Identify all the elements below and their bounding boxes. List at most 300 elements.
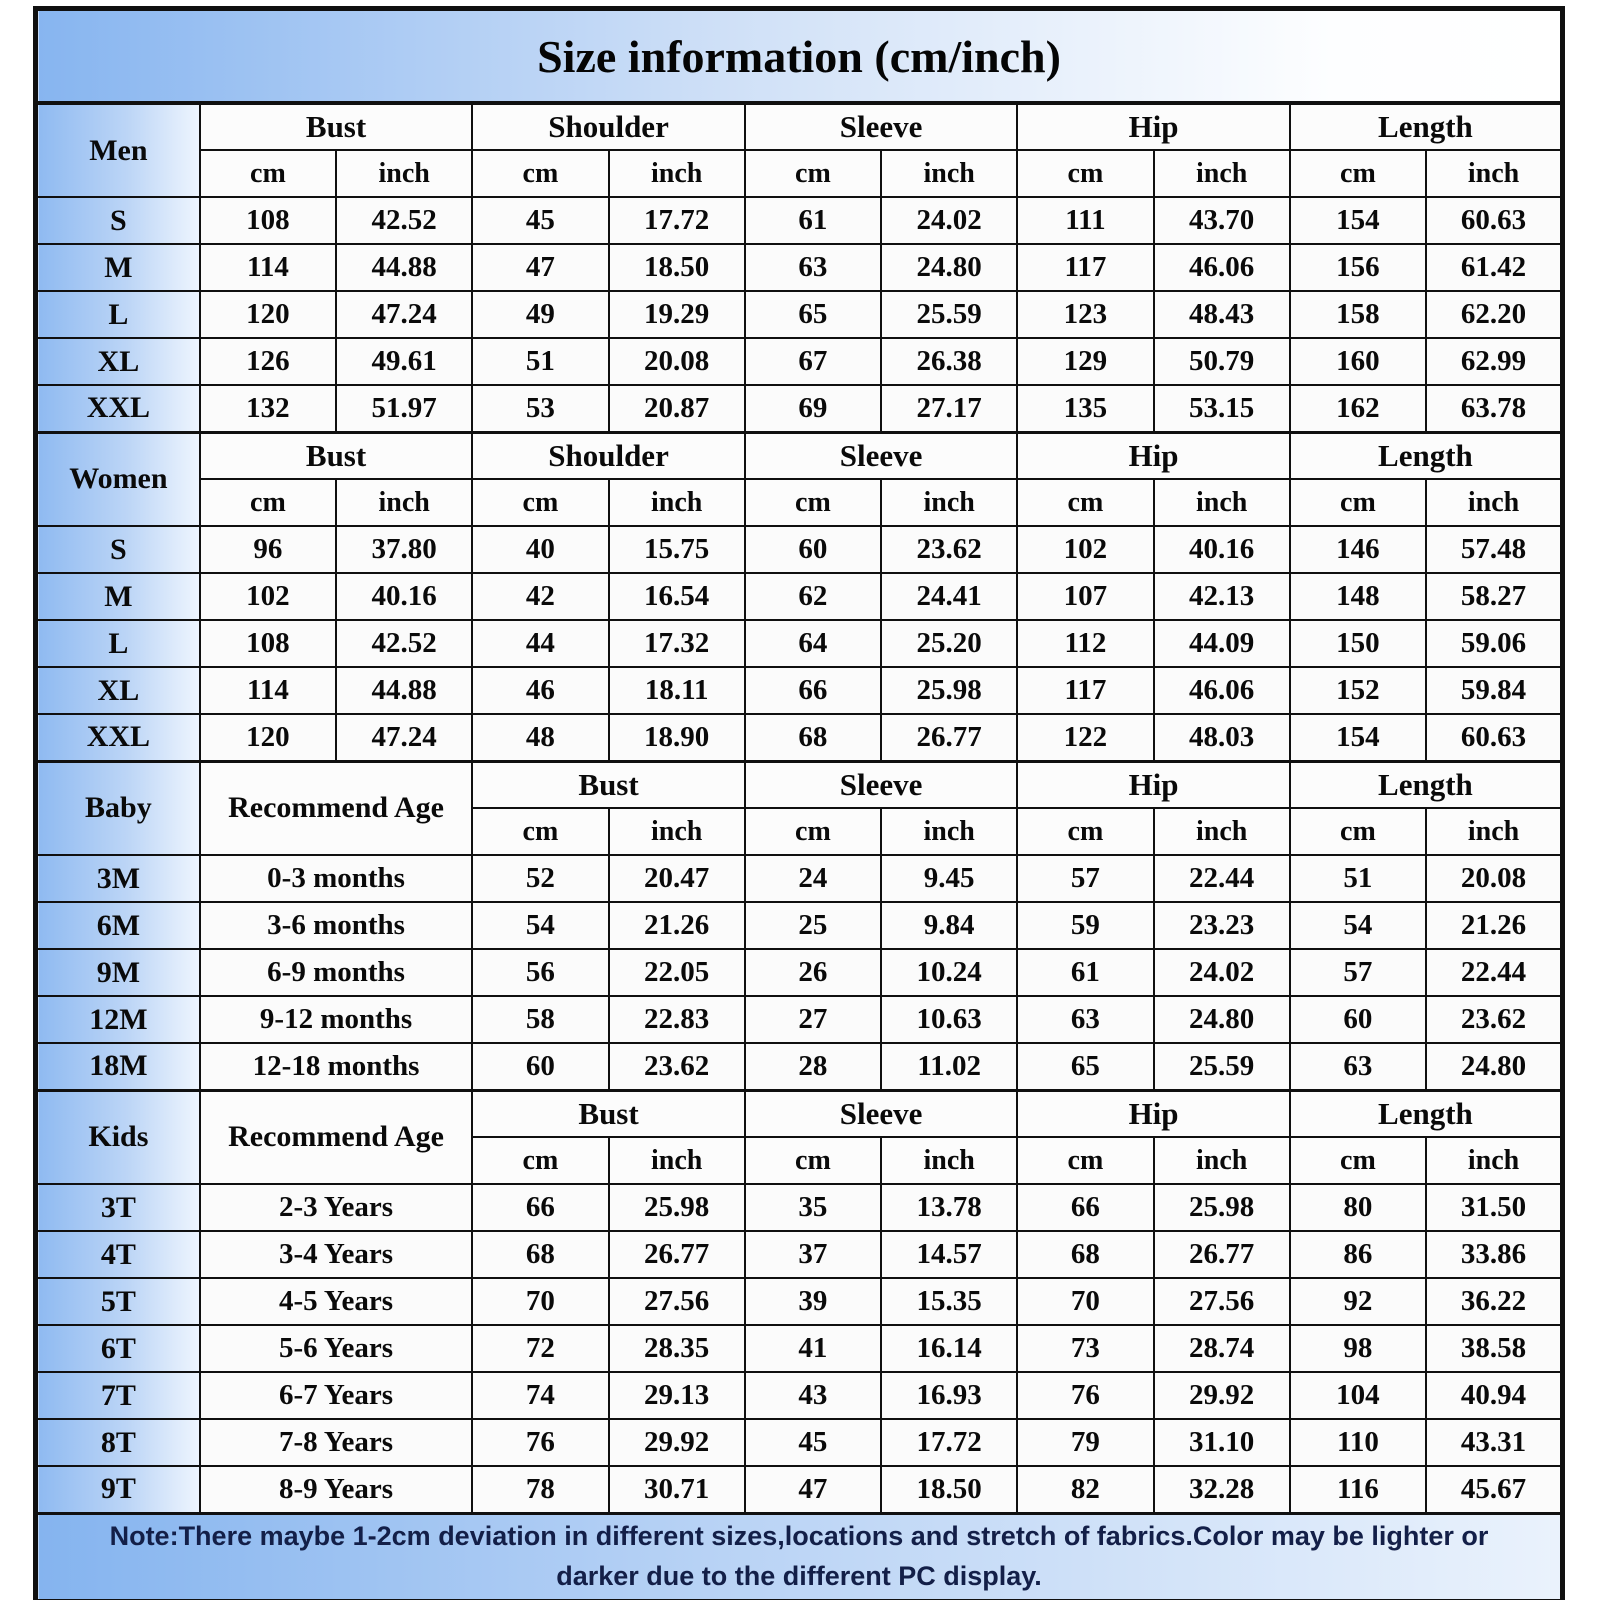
measure-group-header: Sleeve <box>745 432 1018 479</box>
value-cell: 122 <box>1017 714 1153 761</box>
value-cell: 25.20 <box>881 620 1017 667</box>
measure-group-header: Hip <box>1017 1090 1290 1137</box>
value-cell: 132 <box>200 385 336 432</box>
unit-inch-header: inch <box>336 150 472 197</box>
value-cell: 22.44 <box>1426 949 1562 996</box>
value-cell: 65 <box>745 291 881 338</box>
unit-inch-header: inch <box>609 808 745 855</box>
size-data-row <box>36 1184 1563 1231</box>
size-cell: 3M <box>36 855 200 902</box>
value-cell: 20.08 <box>609 338 745 385</box>
recommend-age-header: Recommend Age <box>200 1090 473 1184</box>
size-data-row <box>36 291 1563 338</box>
value-cell: 9.84 <box>881 902 1017 949</box>
value-cell: 73 <box>1017 1325 1153 1372</box>
group-header-row <box>36 103 1563 150</box>
unit-cm-header: cm <box>472 150 608 197</box>
value-cell: 72 <box>472 1325 608 1372</box>
value-cell: 120 <box>200 714 336 761</box>
value-cell: 52 <box>472 855 608 902</box>
value-cell: 49 <box>472 291 608 338</box>
value-cell: 59 <box>1017 902 1153 949</box>
value-cell: 20.08 <box>1426 855 1562 902</box>
unit-cm-header: cm <box>745 479 881 526</box>
age-cell: 6-7 Years <box>200 1372 473 1419</box>
size-data-row <box>36 667 1563 714</box>
size-data-row <box>36 1231 1563 1278</box>
value-cell: 30.71 <box>609 1466 745 1513</box>
value-cell: 108 <box>200 197 336 244</box>
unit-inch-header: inch <box>881 1137 1017 1184</box>
unit-cm-header: cm <box>1290 479 1426 526</box>
value-cell: 60 <box>472 1043 608 1090</box>
size-data-row <box>36 338 1563 385</box>
size-data-row <box>36 996 1563 1043</box>
size-cell: 3T <box>36 1184 200 1231</box>
value-cell: 28 <box>745 1043 881 1090</box>
value-cell: 25.98 <box>609 1184 745 1231</box>
value-cell: 23.62 <box>609 1043 745 1090</box>
value-cell: 44.88 <box>336 244 472 291</box>
value-cell: 28.35 <box>609 1325 745 1372</box>
size-data-row <box>36 902 1563 949</box>
value-cell: 74 <box>472 1372 608 1419</box>
age-cell: 3-6 months <box>200 902 473 949</box>
value-cell: 54 <box>472 902 608 949</box>
value-cell: 50.79 <box>1154 338 1290 385</box>
size-table-body <box>36 103 1563 1513</box>
value-cell: 116 <box>1290 1466 1426 1513</box>
value-cell: 67 <box>745 338 881 385</box>
measure-group-header: Hip <box>1017 761 1290 808</box>
age-cell: 3-4 Years <box>200 1231 473 1278</box>
value-cell: 14.57 <box>881 1231 1017 1278</box>
size-data-row <box>36 385 1563 432</box>
size-cell: L <box>36 620 200 667</box>
value-cell: 62.20 <box>1426 291 1562 338</box>
value-cell: 22.83 <box>609 996 745 1043</box>
measure-group-header: Length <box>1290 761 1563 808</box>
size-cell: S <box>36 197 200 244</box>
unit-cm-header: cm <box>1290 808 1426 855</box>
section-label: Baby <box>36 761 200 855</box>
value-cell: 42.13 <box>1154 573 1290 620</box>
size-cell: L <box>36 291 200 338</box>
unit-inch-header: inch <box>336 479 472 526</box>
value-cell: 26.77 <box>1154 1231 1290 1278</box>
value-cell: 10.24 <box>881 949 1017 996</box>
measure-group-header: Shoulder <box>472 103 745 150</box>
value-cell: 98 <box>1290 1325 1426 1372</box>
value-cell: 17.32 <box>609 620 745 667</box>
measure-group-header: Sleeve <box>745 103 1018 150</box>
value-cell: 49.61 <box>336 338 472 385</box>
value-cell: 111 <box>1017 197 1153 244</box>
value-cell: 19.29 <box>609 291 745 338</box>
value-cell: 24.41 <box>881 573 1017 620</box>
value-cell: 16.14 <box>881 1325 1017 1372</box>
measure-group-header: Bust <box>200 432 473 479</box>
unit-inch-header: inch <box>1426 479 1562 526</box>
value-cell: 51.97 <box>336 385 472 432</box>
value-cell: 96 <box>200 526 336 573</box>
value-cell: 44.88 <box>336 667 472 714</box>
value-cell: 36.22 <box>1426 1278 1562 1325</box>
value-cell: 76 <box>472 1419 608 1466</box>
unit-inch-header: inch <box>881 150 1017 197</box>
age-cell: 7-8 Years <box>200 1419 473 1466</box>
measure-group-header: Hip <box>1017 432 1290 479</box>
measure-group-header: Shoulder <box>472 432 745 479</box>
value-cell: 152 <box>1290 667 1426 714</box>
value-cell: 66 <box>1017 1184 1153 1231</box>
value-cell: 114 <box>200 667 336 714</box>
value-cell: 126 <box>200 338 336 385</box>
value-cell: 21.26 <box>1426 902 1562 949</box>
size-cell: 7T <box>36 1372 200 1419</box>
value-cell: 86 <box>1290 1231 1426 1278</box>
value-cell: 45 <box>472 197 608 244</box>
value-cell: 117 <box>1017 244 1153 291</box>
size-cell: 18M <box>36 1043 200 1090</box>
value-cell: 46 <box>472 667 608 714</box>
value-cell: 46.06 <box>1154 667 1290 714</box>
value-cell: 162 <box>1290 385 1426 432</box>
size-data-row <box>36 1278 1563 1325</box>
value-cell: 61 <box>1017 949 1153 996</box>
size-cell: XL <box>36 338 200 385</box>
size-cell: 5T <box>36 1278 200 1325</box>
measure-group-header: Bust <box>472 1090 745 1137</box>
value-cell: 60.63 <box>1426 714 1562 761</box>
size-cell: 8T <box>36 1419 200 1466</box>
value-cell: 26 <box>745 949 881 996</box>
unit-cm-header: cm <box>200 150 336 197</box>
measure-group-header: Sleeve <box>745 761 1018 808</box>
unit-inch-header: inch <box>609 479 745 526</box>
value-cell: 13.78 <box>881 1184 1017 1231</box>
section-label: Kids <box>36 1090 200 1184</box>
value-cell: 146 <box>1290 526 1426 573</box>
value-cell: 65 <box>1017 1043 1153 1090</box>
size-data-row <box>36 620 1563 667</box>
value-cell: 70 <box>1017 1278 1153 1325</box>
value-cell: 42 <box>472 573 608 620</box>
value-cell: 47 <box>745 1466 881 1513</box>
unit-inch-header: inch <box>1154 150 1290 197</box>
value-cell: 16.54 <box>609 573 745 620</box>
measure-group-header: Length <box>1290 1090 1563 1137</box>
value-cell: 57 <box>1290 949 1426 996</box>
value-cell: 53 <box>472 385 608 432</box>
size-data-row <box>36 1419 1563 1466</box>
value-cell: 26.38 <box>881 338 1017 385</box>
value-cell: 11.02 <box>881 1043 1017 1090</box>
value-cell: 47 <box>472 244 608 291</box>
unit-inch-header: inch <box>609 150 745 197</box>
unit-header-row <box>36 479 1563 526</box>
value-cell: 51 <box>472 338 608 385</box>
value-cell: 40 <box>472 526 608 573</box>
value-cell: 17.72 <box>609 197 745 244</box>
value-cell: 47.24 <box>336 714 472 761</box>
size-cell: XXL <box>36 714 200 761</box>
value-cell: 45 <box>745 1419 881 1466</box>
size-cell: 6M <box>36 902 200 949</box>
value-cell: 29.92 <box>609 1419 745 1466</box>
value-cell: 58 <box>472 996 608 1043</box>
size-data-row <box>36 197 1563 244</box>
value-cell: 43.31 <box>1426 1419 1562 1466</box>
value-cell: 40.16 <box>336 573 472 620</box>
value-cell: 79 <box>1017 1419 1153 1466</box>
value-cell: 112 <box>1017 620 1153 667</box>
value-cell: 66 <box>745 667 881 714</box>
value-cell: 18.50 <box>881 1466 1017 1513</box>
value-cell: 18.90 <box>609 714 745 761</box>
value-cell: 38.58 <box>1426 1325 1562 1372</box>
value-cell: 62.99 <box>1426 338 1562 385</box>
recommend-age-header: Recommend Age <box>200 761 473 855</box>
value-cell: 107 <box>1017 573 1153 620</box>
value-cell: 18.11 <box>609 667 745 714</box>
value-cell: 76 <box>1017 1372 1153 1419</box>
value-cell: 63 <box>745 244 881 291</box>
value-cell: 15.35 <box>881 1278 1017 1325</box>
section-label: Women <box>36 432 200 526</box>
value-cell: 22.05 <box>609 949 745 996</box>
value-cell: 25.59 <box>881 291 1017 338</box>
value-cell: 21.26 <box>609 902 745 949</box>
value-cell: 68 <box>745 714 881 761</box>
unit-inch-header: inch <box>881 479 1017 526</box>
value-cell: 117 <box>1017 667 1153 714</box>
value-cell: 69 <box>745 385 881 432</box>
value-cell: 59.84 <box>1426 667 1562 714</box>
value-cell: 25.98 <box>1154 1184 1290 1231</box>
size-data-row <box>36 1372 1563 1419</box>
value-cell: 25.59 <box>1154 1043 1290 1090</box>
unit-cm-header: cm <box>472 479 608 526</box>
unit-cm-header: cm <box>1290 1137 1426 1184</box>
note-row <box>36 1513 1563 1600</box>
value-cell: 48.03 <box>1154 714 1290 761</box>
value-cell: 154 <box>1290 714 1426 761</box>
age-cell: 5-6 Years <box>200 1325 473 1372</box>
value-cell: 24.02 <box>1154 949 1290 996</box>
age-cell: 9-12 months <box>200 996 473 1043</box>
size-cell: 12M <box>36 996 200 1043</box>
size-cell: 9M <box>36 949 200 996</box>
value-cell: 20.47 <box>609 855 745 902</box>
unit-inch-header: inch <box>1154 479 1290 526</box>
value-cell: 46.06 <box>1154 244 1290 291</box>
value-cell: 53.15 <box>1154 385 1290 432</box>
value-cell: 23.62 <box>881 526 1017 573</box>
value-cell: 70 <box>472 1278 608 1325</box>
value-cell: 41 <box>745 1325 881 1372</box>
value-cell: 9.45 <box>881 855 1017 902</box>
value-cell: 26.77 <box>881 714 1017 761</box>
value-cell: 63 <box>1290 1043 1426 1090</box>
value-cell: 42.52 <box>336 620 472 667</box>
group-header-row <box>36 1090 1563 1137</box>
value-cell: 60.63 <box>1426 197 1562 244</box>
unit-cm-header: cm <box>745 808 881 855</box>
size-table <box>33 6 1565 1600</box>
value-cell: 23.62 <box>1426 996 1562 1043</box>
value-cell: 45.67 <box>1426 1466 1562 1513</box>
value-cell: 123 <box>1017 291 1153 338</box>
value-cell: 16.93 <box>881 1372 1017 1419</box>
value-cell: 35 <box>745 1184 881 1231</box>
unit-header-row <box>36 150 1563 197</box>
value-cell: 40.94 <box>1426 1372 1562 1419</box>
value-cell: 15.75 <box>609 526 745 573</box>
measure-group-header: Hip <box>1017 103 1290 150</box>
unit-cm-header: cm <box>745 150 881 197</box>
value-cell: 82 <box>1017 1466 1153 1513</box>
value-cell: 102 <box>200 573 336 620</box>
group-header-row <box>36 761 1563 808</box>
age-cell: 12-18 months <box>200 1043 473 1090</box>
value-cell: 44 <box>472 620 608 667</box>
age-cell: 2-3 Years <box>200 1184 473 1231</box>
unit-cm-header: cm <box>1017 1137 1153 1184</box>
unit-cm-header: cm <box>1017 479 1153 526</box>
value-cell: 24.80 <box>1154 996 1290 1043</box>
value-cell: 60 <box>1290 996 1426 1043</box>
value-cell: 43 <box>745 1372 881 1419</box>
value-cell: 24.80 <box>881 244 1017 291</box>
size-data-row <box>36 1466 1563 1513</box>
value-cell: 63 <box>1017 996 1153 1043</box>
value-cell: 37 <box>745 1231 881 1278</box>
value-cell: 114 <box>200 244 336 291</box>
size-cell: M <box>36 244 200 291</box>
value-cell: 80 <box>1290 1184 1426 1231</box>
value-cell: 148 <box>1290 573 1426 620</box>
value-cell: 33.86 <box>1426 1231 1562 1278</box>
value-cell: 68 <box>472 1231 608 1278</box>
value-cell: 104 <box>1290 1372 1426 1419</box>
value-cell: 27.17 <box>881 385 1017 432</box>
value-cell: 56 <box>472 949 608 996</box>
size-cell: M <box>36 573 200 620</box>
value-cell: 29.92 <box>1154 1372 1290 1419</box>
size-cell: S <box>36 526 200 573</box>
value-cell: 48.43 <box>1154 291 1290 338</box>
unit-inch-header: inch <box>1426 1137 1562 1184</box>
value-cell: 61 <box>745 197 881 244</box>
value-cell: 150 <box>1290 620 1426 667</box>
unit-inch-header: inch <box>1426 808 1562 855</box>
unit-inch-header: inch <box>1154 808 1290 855</box>
value-cell: 39 <box>745 1278 881 1325</box>
measure-group-header: Length <box>1290 103 1563 150</box>
value-cell: 27 <box>745 996 881 1043</box>
value-cell: 23.23 <box>1154 902 1290 949</box>
unit-cm-header: cm <box>472 1137 608 1184</box>
size-cell: XL <box>36 667 200 714</box>
size-cell: XXL <box>36 385 200 432</box>
age-cell: 8-9 Years <box>200 1466 473 1513</box>
value-cell: 17.72 <box>881 1419 1017 1466</box>
value-cell: 108 <box>200 620 336 667</box>
size-data-row <box>36 526 1563 573</box>
value-cell: 27.56 <box>1154 1278 1290 1325</box>
value-cell: 160 <box>1290 338 1426 385</box>
value-cell: 92 <box>1290 1278 1426 1325</box>
size-cell: 9T <box>36 1466 200 1513</box>
value-cell: 40.16 <box>1154 526 1290 573</box>
value-cell: 28.74 <box>1154 1325 1290 1372</box>
value-cell: 63.78 <box>1426 385 1562 432</box>
value-cell: 66 <box>472 1184 608 1231</box>
size-data-row <box>36 855 1563 902</box>
value-cell: 135 <box>1017 385 1153 432</box>
value-cell: 154 <box>1290 197 1426 244</box>
unit-inch-header: inch <box>1426 150 1562 197</box>
unit-cm-header: cm <box>472 808 608 855</box>
value-cell: 62 <box>745 573 881 620</box>
note-text: Note:There maybe 1-2cm deviation in different sizes,locations and stretch of fabrics.Color may be lighter or darker due to the different PC display. <box>36 1513 1563 1600</box>
measure-group-header: Bust <box>200 103 473 150</box>
age-cell: 0-3 months <box>200 855 473 902</box>
value-cell: 10.63 <box>881 996 1017 1043</box>
value-cell: 31.10 <box>1154 1419 1290 1466</box>
size-data-row <box>36 244 1563 291</box>
value-cell: 27.56 <box>609 1278 745 1325</box>
value-cell: 54 <box>1290 902 1426 949</box>
value-cell: 42.52 <box>336 197 472 244</box>
value-cell: 68 <box>1017 1231 1153 1278</box>
value-cell: 37.80 <box>336 526 472 573</box>
value-cell: 129 <box>1017 338 1153 385</box>
value-cell: 29.13 <box>609 1372 745 1419</box>
size-cell: 4T <box>36 1231 200 1278</box>
value-cell: 22.44 <box>1154 855 1290 902</box>
value-cell: 60 <box>745 526 881 573</box>
value-cell: 18.50 <box>609 244 745 291</box>
unit-cm-header: cm <box>1290 150 1426 197</box>
measure-group-header: Sleeve <box>745 1090 1018 1137</box>
value-cell: 44.09 <box>1154 620 1290 667</box>
unit-cm-header: cm <box>200 479 336 526</box>
size-data-row <box>36 1043 1563 1090</box>
unit-cm-header: cm <box>1017 150 1153 197</box>
measure-group-header: Bust <box>472 761 745 808</box>
value-cell: 24.02 <box>881 197 1017 244</box>
value-cell: 24 <box>745 855 881 902</box>
value-cell: 57 <box>1017 855 1153 902</box>
value-cell: 59.06 <box>1426 620 1562 667</box>
value-cell: 120 <box>200 291 336 338</box>
value-cell: 78 <box>472 1466 608 1513</box>
value-cell: 102 <box>1017 526 1153 573</box>
value-cell: 31.50 <box>1426 1184 1562 1231</box>
value-cell: 156 <box>1290 244 1426 291</box>
unit-cm-header: cm <box>1017 808 1153 855</box>
unit-inch-header: inch <box>881 808 1017 855</box>
value-cell: 48 <box>472 714 608 761</box>
value-cell: 47.24 <box>336 291 472 338</box>
value-cell: 25 <box>745 902 881 949</box>
value-cell: 158 <box>1290 291 1426 338</box>
section-label: Men <box>36 103 200 197</box>
value-cell: 61.42 <box>1426 244 1562 291</box>
title-row <box>36 9 1563 104</box>
